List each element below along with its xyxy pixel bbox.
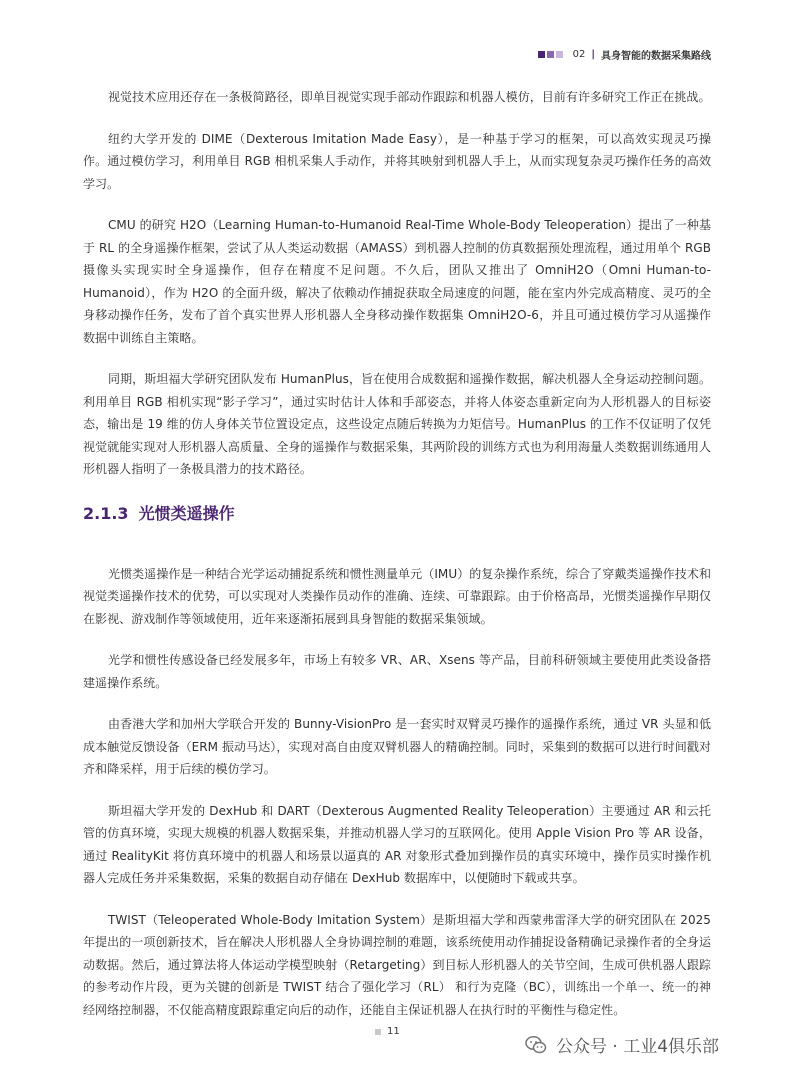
paragraph: 同期，斯坦福大学研究团队发布 HumanPlus，旨在使用合成数据和遥操作数据，解决机器人全身运动控制问题。利用单目 RGB 相机实现“影子学习”，通过实时估计人体和手部姿态，并将人体姿态重新定向为人形机器人的目标姿态，输出是 19 维的仿人身体关节位置设定点，这些设定点随后转换为力矩信号。HumanPlus 的工作不仅证明了仅凭视觉就能实现对人形机器人高质量、全身的遥操作与数据采集，其两阶段的训练方式也为利用海量人类数据训练通用人形机器人指明了一条极具潜力的技术路径。 bbox=[83, 372, 711, 476]
page-header bbox=[538, 47, 711, 62]
chapter-title: 具身智能的数据采集路线 bbox=[601, 51, 711, 62]
header-mark-light bbox=[556, 51, 563, 58]
footer-mark bbox=[375, 1029, 381, 1035]
watermark bbox=[524, 1032, 719, 1057]
chapter-number: 02 bbox=[572, 49, 586, 60]
paragraph: CMU 的研究 H2O（Learning Human-to-Humanoid Real-Time Whole-Body Teleoperation）提出了一种基于 RL 的全身遥操作框架，尝试了从人类运动数据（AMASS）到机器人控制的仿真数据预处理流程，通过用单个 RGB 摄像头实现实时全身遥操作，但存在精度不足问题。不久后，团队又推出了 OmniH2O（Omni Human-to-Humanoid），作为 H2O 的全面升级，解决了依赖动作捕捉获取全局速度的问题，能在室内外完成高精度、灵巧的全身移动操作任务，发布了首个真实世界人形机器人全身移动操作数据集 OmniH2O-6，并且可通过模仿学习从遥操作数据中训练自主策略。 bbox=[83, 218, 711, 345]
page-number: 11 bbox=[387, 1026, 400, 1037]
paragraph: 由香港大学和加州大学联合开发的 Bunny-VisionPro 是一套实时双臂灵巧操作的遥操作系统，通过 VR 头显和低成本触觉反馈设备（ERM 振动马达），实现对高自由度双臂机器人的精确控制。同时，采集到的数据可以进行时间戳对齐和降采样，用于后续的模仿学习。 bbox=[83, 717, 711, 776]
header-color-marks bbox=[538, 51, 563, 58]
watermark-text: 公众号 · 工业4俱乐部 bbox=[556, 1037, 720, 1057]
paragraph: 光惯类遥操作是一种结合光学运动捕捉系统和惯性测量单元（IMU）的复杂操作系统，综合了穿戴类遥操作技术和视觉类遥操作技术的优势，可以实现对人类操作员动作的准确、连续、可靠跟踪。由于价格高昂，光惯类遥操作早期仅在影视、游戏制作等领域使用，近年来逐渐拓展到具身智能的数据采集领域。 bbox=[83, 566, 711, 626]
section-title: 光惯类遥操作 bbox=[138, 503, 235, 523]
body-content bbox=[83, 86, 711, 1040]
paragraph: 光学和惯性传感设备已经发展多年，市场上有较多 VR、AR、Xsens 等产品，目前科研领域主要使用此类设备搭建遥操作系统。 bbox=[83, 653, 711, 690]
header-mark-dark bbox=[538, 51, 545, 58]
paragraph: 纽约大学开发的 DIME（Dexterous Imitation Made Easy），是一种基于学习的框架，可以高效实现灵巧操作。通过模仿学习，利用单目 RGB 相机采集人手动作，并将其映射到机器人手上，从而实现复杂灵巧操作任务的高效学习。 bbox=[83, 131, 711, 191]
paragraph: 斯坦福大学开发的 DexHub 和 DART（Dexterous Augmented Reality Teleoperation）主要通过 AR 和云托管的仿真环境，实现大规模的机器人数据采集，并推动机器人学习的互联网化。使用 Apple Vision Pro 等 AR 设备，通过 RealityKit 将仿真环境中的机器人和场景以逼真的 AR 对象形式叠加到操作员的真实环境中，操作员实时操作机器人完成任务并采集数据，采集的数据自动存储在 DexHub 数据库中，以便随时下载或共享。 bbox=[83, 803, 711, 885]
paragraph: 视觉技术应用还存在一条极简路径，即单目视觉实现手部动作跟踪和机器人模仿，目前有许多研究工作正在挑战。 bbox=[108, 90, 711, 104]
paragraph: TWIST（Teleoperated Whole-Body Imitation System）是斯坦福大学和西蒙弗雷泽大学的研究团队在 2025 年提出的一项创新技术，旨在解决人形机器人全身协调控制的难题，该系统使用动作捕捉设备精确记录操作者的全身运动数据。然后，通过算法将人体运动学模型映射（Retargeting）到目标人形机器人的关节空间，生成可供机器人跟踪的参考动作片段，更为关键的创新是 TWIST 结合了强化学习（RL） 和行为克隆（BC），训练出一个单一、统一的神经网络控制器，不仅能高精度跟踪重定向后的动作，还能自主保证机器人在执行时的平衡性与稳定性。 bbox=[83, 912, 711, 1017]
page-footer bbox=[375, 1026, 400, 1037]
section-heading bbox=[83, 501, 711, 524]
wechat-icon bbox=[524, 1033, 548, 1057]
header-mark-mid bbox=[547, 51, 554, 58]
header-separator: | bbox=[591, 49, 595, 60]
section-number: 2.1.3 bbox=[83, 503, 129, 523]
